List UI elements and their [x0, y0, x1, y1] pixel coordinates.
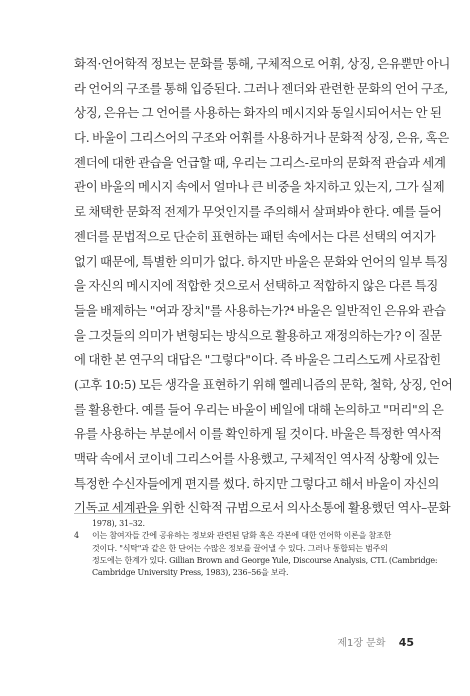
body-line: 특정한 수신자들에게 편지를 썼다. 하지만 그렇다고 해서 바울이 자신의 [74, 475, 440, 491]
footnote-divider [74, 513, 166, 514]
body-line: 로 채택한 문화적 전제가 무엇인지를 주의해서 살펴봐야 한다. 예를 들어 [74, 204, 442, 220]
footnote-line: 것이다. "식탁"과 같은 한 단어는 수많은 정보를 끌어낼 수 있다. 그러나 통합되는 범주의 [92, 543, 388, 553]
body-line: 젠더를 문법적으로 단순히 표현하는 패턴 속에서는 다른 선택의 여지가 [74, 228, 436, 244]
footnote-line: 이는 참여자들 간에 공유하는 정보와 관련된 담화 혹은 각본에 대한 언어학 이론을 참조한 [92, 531, 392, 541]
footnotes [74, 518, 438, 579]
footnote-line: Cambridge University Press, 1983), 236–56을 보라. [92, 568, 289, 578]
chapter-title: 제1장 문화 [337, 638, 386, 649]
running-footer [337, 634, 414, 649]
body-line: 들을 배제하는 "여과 장치"를 사용하는가?⁴ 바울은 일반적인 은유와 관습 [74, 302, 446, 318]
body-line: 라 언어의 구조를 통해 입증된다. 그러나 젠더와 관련한 문화의 언어 구조, [74, 80, 449, 96]
body-line: 유를 사용하는 부분에서 이를 확인하게 될 것이다. 바울은 특정한 역사적 [74, 426, 442, 442]
footnote-continuation: 1978), 31–32. [92, 519, 145, 528]
footnote-line: 정도에는 한계가 있다. Gillian Brown and George Yule, Discourse Analysis, CTL (Cambridge: [92, 555, 438, 565]
page-number: 45 [398, 636, 414, 649]
body-line: 관이 바울의 메시지 속에서 얼마나 큰 비중을 차지하고 있는지, 그가 실제 [74, 179, 445, 195]
body-line: 를 활용한다. 예를 들어 우리는 바울이 베일에 대해 논의하고 "머리"의 은 [74, 401, 444, 417]
body-line: 젠더에 대한 관습을 언급할 때, 우리는 그리스-로마의 문화적 관습과 세계 [74, 154, 446, 170]
body-line: 상징, 은유는 그 언어를 사용하는 화자의 메시지와 동일시되어서는 안 된 [74, 105, 442, 121]
footnote-number: 4 [74, 531, 79, 541]
footnote-4 [74, 530, 414, 542]
body-line: 을 그것들의 의미가 변형되는 방식으로 활용하고 재정의하는가? 이 질문 [74, 327, 442, 343]
body-line: 을 자신의 메시지에 적합한 것으로서 선택하고 적합하지 않은 다른 특징 [74, 278, 439, 294]
body-line: 없기 때문에, 특별한 의미가 없다. 하지만 바울은 문화와 언어의 일부 특징 [74, 253, 449, 269]
body-line: (고후 10:5) 모든 생각을 표현하기 위해 헬레니즘의 문학, 철학, 상징, 언어 [74, 376, 453, 392]
body-line: 에 대한 본 연구의 대답은 "그렇다"이다. 즉 바울은 그리스도께 사로잡힌 [74, 352, 441, 368]
body-text [74, 52, 453, 521]
body-line: 맥락 속에서 코이네 그리스어를 사용했고, 구체적인 역사적 상황에 있는 [74, 451, 440, 466]
body-line: 다. 바울이 그리스어의 구조와 어휘를 사용하거나 문화적 상징, 은유, 혹은 [74, 130, 450, 146]
body-line: 기독교 세계관을 위한 신학적 규범으로서 의사소통에 활용했던 역사–문화 [74, 500, 451, 516]
body-line: 화적·언어학적 정보는 문화를 통해, 구체적으로 어휘, 상징, 은유뿐만 아니 [74, 56, 451, 71]
